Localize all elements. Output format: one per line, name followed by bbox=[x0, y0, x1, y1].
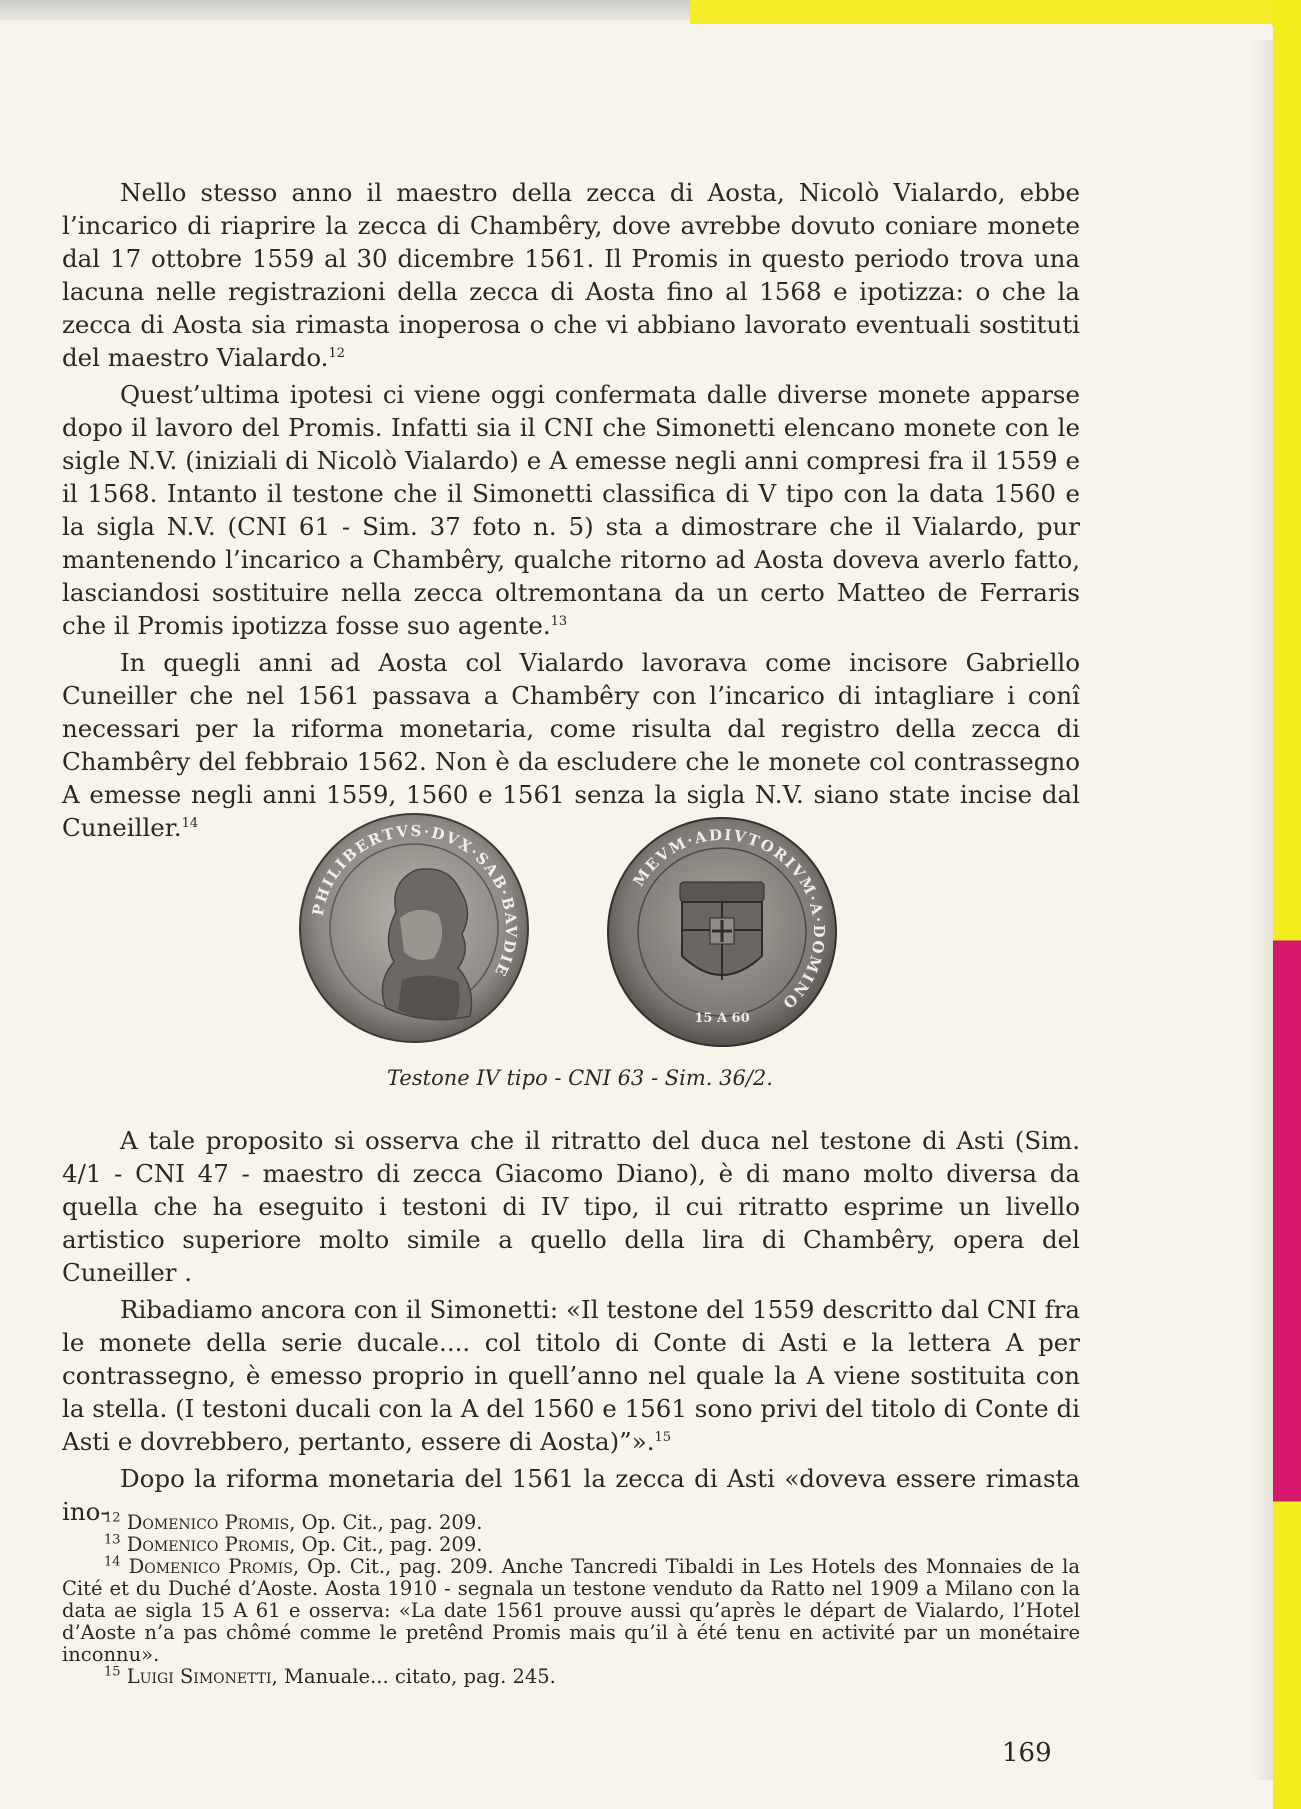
body-text-top bbox=[62, 176, 1080, 844]
footnote-ref: 12 bbox=[328, 345, 346, 361]
reverse-legend: MEVM·ADIVTORIVM·A·DOMINO bbox=[629, 825, 829, 1014]
page-number: 169 bbox=[1002, 1738, 1052, 1768]
coin-reverse-image bbox=[606, 816, 838, 1048]
paragraph: Ribadiamo ancora con il Simonetti: «Il testone del 1559 descritto dal CNI fra le monete della serie ducale.... col titolo di Conte di Asti e la lettera A per contrassegno, è emesso proprio in quell’anno nel quale la A viene sostituita con la stella. (I testoni ducali con la A del 1560 e 1561 sono privi del titolo di Conte di Asti e dovrebbero, pertanto, essere di Aosta)”».$^{15}$ bbox=[62, 1295, 1080, 1456]
reverse-date: 15 A 60 bbox=[694, 1011, 750, 1026]
obverse-legend: PHILIBERTVS·DVX·SAB·BAVDIE bbox=[308, 821, 521, 981]
paragraph: Nello stesso anno il maestro della zecca di Aosta, Nicolò Vialardo, ebbe l’incarico di riaprire la zecca di Chambêry, dove avrebbe dovuto coniare monete dal 17 ottobre 1559 al 30 dicembre 1561. Il Promis in questo periodo trova una lacuna nelle registrazioni della zecca di Aosta fino al 1568 e ipotizza: o che la zecca di Aosta sia rimasta inoperosa o che vi abbiano lavorato eventuali sostituti del maestro Vialardo.$^{12}$ bbox=[62, 178, 1080, 372]
figure-caption: Testone IV tipo - CNI 63 - Sim. 36/2. bbox=[387, 1066, 773, 1090]
footnote-ref: 13 bbox=[550, 613, 568, 629]
footnote: $^{13}$ Domenico Promis, Op. Cit., pag. 209. bbox=[104, 1532, 483, 1556]
footnote: $^{14}$ Domenico Promis, Op. Cit., pag. 209. Anche Tancredi Tibaldi in Les Hotels des Monnaies de la Cité et du Duché d’Aoste. Aosta 1910 - segnala un testone venduto da Ratto nel 1909 a Milano con la data ae sigla 15 A 61 e osserva: «La date 1561 prouve aussi qu’après le départ de Vialardo, l’Hotel d’Aoste n’a pas chômé comme le pretênd Promis mais qu’il à été tenu en activité par un monétaire inconnu». bbox=[62, 1554, 1080, 1666]
paragraph: Quest’ultima ipotesi ci viene oggi confermata dalle diverse monete apparse dopo il lavoro del Promis. Infatti sia il CNI che Simonetti elencano monete con le sigle N.V. (iniziali di Nicolò Vialardo) e A emesse negli anni compresi fra il 1559 e il 1568. Intanto il testone che il Simonetti classifica di V tipo con la data 1560 e la sigla N.V. (CNI 61 - Sim. 37 foto n. 5) sta a dimostrare che il Vialardo, pur mantenendo l’incarico a Chambêry, qualche ritorno ad Aosta doveva averlo fatto, lasciandosi sostituire nella zecca oltremontana da un certo Matteo de Ferraris che il Promis ipotizza fosse suo agente.$^{13}$ bbox=[62, 380, 1080, 640]
paragraph: A tale proposito si osserva che il ritratto del duca nel testone di Asti (Sim. 4/1 - CNI 47 - maestro di zecca Giacomo Diano), è di mano molto diversa da quella che ha eseguito i testoni di IV tipo, il cui ritratto esprime un livello artistico superiore molto simile a quello della lira di Chambêry, opera del Cuneiller . bbox=[62, 1126, 1080, 1287]
coin-figure bbox=[298, 812, 858, 1056]
paragraph: Dopo la riforma monetaria del 1561 la zecca di Asti «doveva essere rimasta ino- bbox=[62, 1464, 1080, 1526]
page-gutter-shadow bbox=[1251, 40, 1273, 1780]
scan-edge-right bbox=[1273, 0, 1301, 1809]
footnote-ref: 14 bbox=[181, 815, 199, 831]
scan-edge-top bbox=[0, 0, 690, 20]
footnote-ref: 15 bbox=[654, 1429, 672, 1445]
footnote: $^{15}$ Luigi Simonetti, Manuale... citato, pag. 245. bbox=[104, 1664, 556, 1688]
body-text-bottom bbox=[62, 1124, 1080, 1528]
scan-edge-top-yellow bbox=[690, 0, 1273, 26]
footnotes bbox=[62, 1512, 1080, 1688]
coin-obverse-image bbox=[298, 812, 530, 1044]
footnote: $^{12}$ Domenico Promis, Op. Cit., pag. 209. bbox=[104, 1510, 483, 1534]
paragraph: In quegli anni ad Aosta col Vialardo lavorava come incisore Gabriello Cuneiller che nel 1561 passava a Chambêry con l’incarico di intagliare i conî necessari per la riforma monetaria, come risulta dal registro della zecca di Chambêry del febbraio 1562. Non è da escludere che le monete col contrassegno A emesse negli anni 1559, 1560 e 1561 senza la sigla N.V. siano state incise dal Cuneiller.$^{14}$ bbox=[62, 648, 1080, 842]
